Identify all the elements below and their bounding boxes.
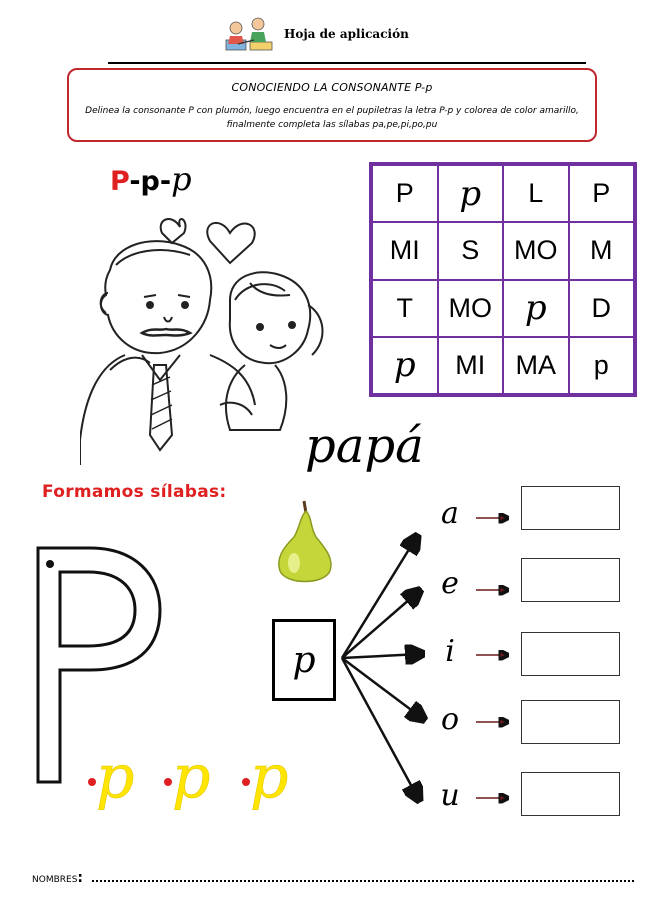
grid-cell[interactable]: S	[438, 222, 504, 279]
grid-cell[interactable]: M	[569, 222, 635, 279]
header-rule	[108, 62, 586, 64]
grid-cell[interactable]: MI	[372, 222, 438, 279]
syllable-answer-box[interactable]	[521, 772, 620, 816]
syllable-answer-box[interactable]	[521, 486, 620, 530]
vowel-a: a	[441, 496, 459, 531]
start-dot	[88, 778, 96, 786]
vowel-o: o	[440, 702, 460, 737]
grid-cell[interactable]: MI	[438, 337, 504, 394]
grid-cell[interactable]: L	[503, 165, 569, 222]
name-label	[32, 870, 83, 886]
dash: -	[159, 166, 172, 197]
worksheet-instructions: Delinea la consonante P con plumón, luego encuentra en el pupiletras la letra P-p y colorea de color amarillo, finalmente completa las sílabas pa,pe,pi,po,pu	[85, 106, 579, 130]
syllable-answer-box[interactable]	[521, 700, 620, 744]
grid-cell[interactable]: MA	[503, 337, 569, 394]
consonant-box	[272, 619, 336, 701]
grid-cell[interactable]: T	[372, 280, 438, 337]
grid-cell[interactable]: p	[503, 280, 569, 337]
trace-p[interactable]: p	[172, 742, 211, 812]
start-dot	[164, 778, 172, 786]
grid-cell[interactable]: P	[372, 165, 438, 222]
consonant-letter: p	[292, 640, 316, 681]
syllable-answer-box[interactable]	[521, 632, 620, 676]
name-label-text: NOMBRES	[32, 875, 78, 885]
lowercase-p: p	[140, 166, 160, 197]
trace-p[interactable]: p	[96, 742, 135, 812]
grid-cell[interactable]: p	[372, 337, 438, 394]
grid-cell[interactable]: MO	[438, 280, 504, 337]
vowel-u: u	[440, 778, 460, 813]
syllables-heading: Formamos sílabas:	[42, 482, 227, 502]
header-title: Hoja de aplicación	[284, 27, 409, 41]
pear-icon	[272, 497, 338, 587]
worksheet-heading: CONOCIENDO LA CONSONANTE P-p	[231, 81, 433, 94]
grid-cell[interactable]: MO	[503, 222, 569, 279]
grid-cell[interactable]: p	[438, 165, 504, 222]
grid-cell[interactable]: D	[569, 280, 635, 337]
vowel-e: e	[441, 566, 459, 601]
script-p: p	[171, 160, 192, 198]
uppercase-p: P	[110, 166, 130, 197]
title-box	[67, 68, 597, 142]
letter-forms-title	[110, 160, 192, 198]
dash: -	[129, 166, 141, 197]
vowel-i: i	[445, 634, 455, 669]
start-dot	[242, 778, 250, 786]
grid-cell[interactable]: P	[569, 165, 635, 222]
grid-cell[interactable]: p	[569, 337, 635, 394]
name-colon: :	[77, 870, 84, 886]
word-papa: papá	[305, 418, 424, 474]
syllable-answer-box[interactable]	[521, 558, 620, 602]
kids-reading-illustration	[222, 14, 276, 54]
letter-grid	[369, 162, 637, 397]
trace-p[interactable]: p	[250, 742, 289, 812]
name-input-line[interactable]	[92, 880, 634, 882]
